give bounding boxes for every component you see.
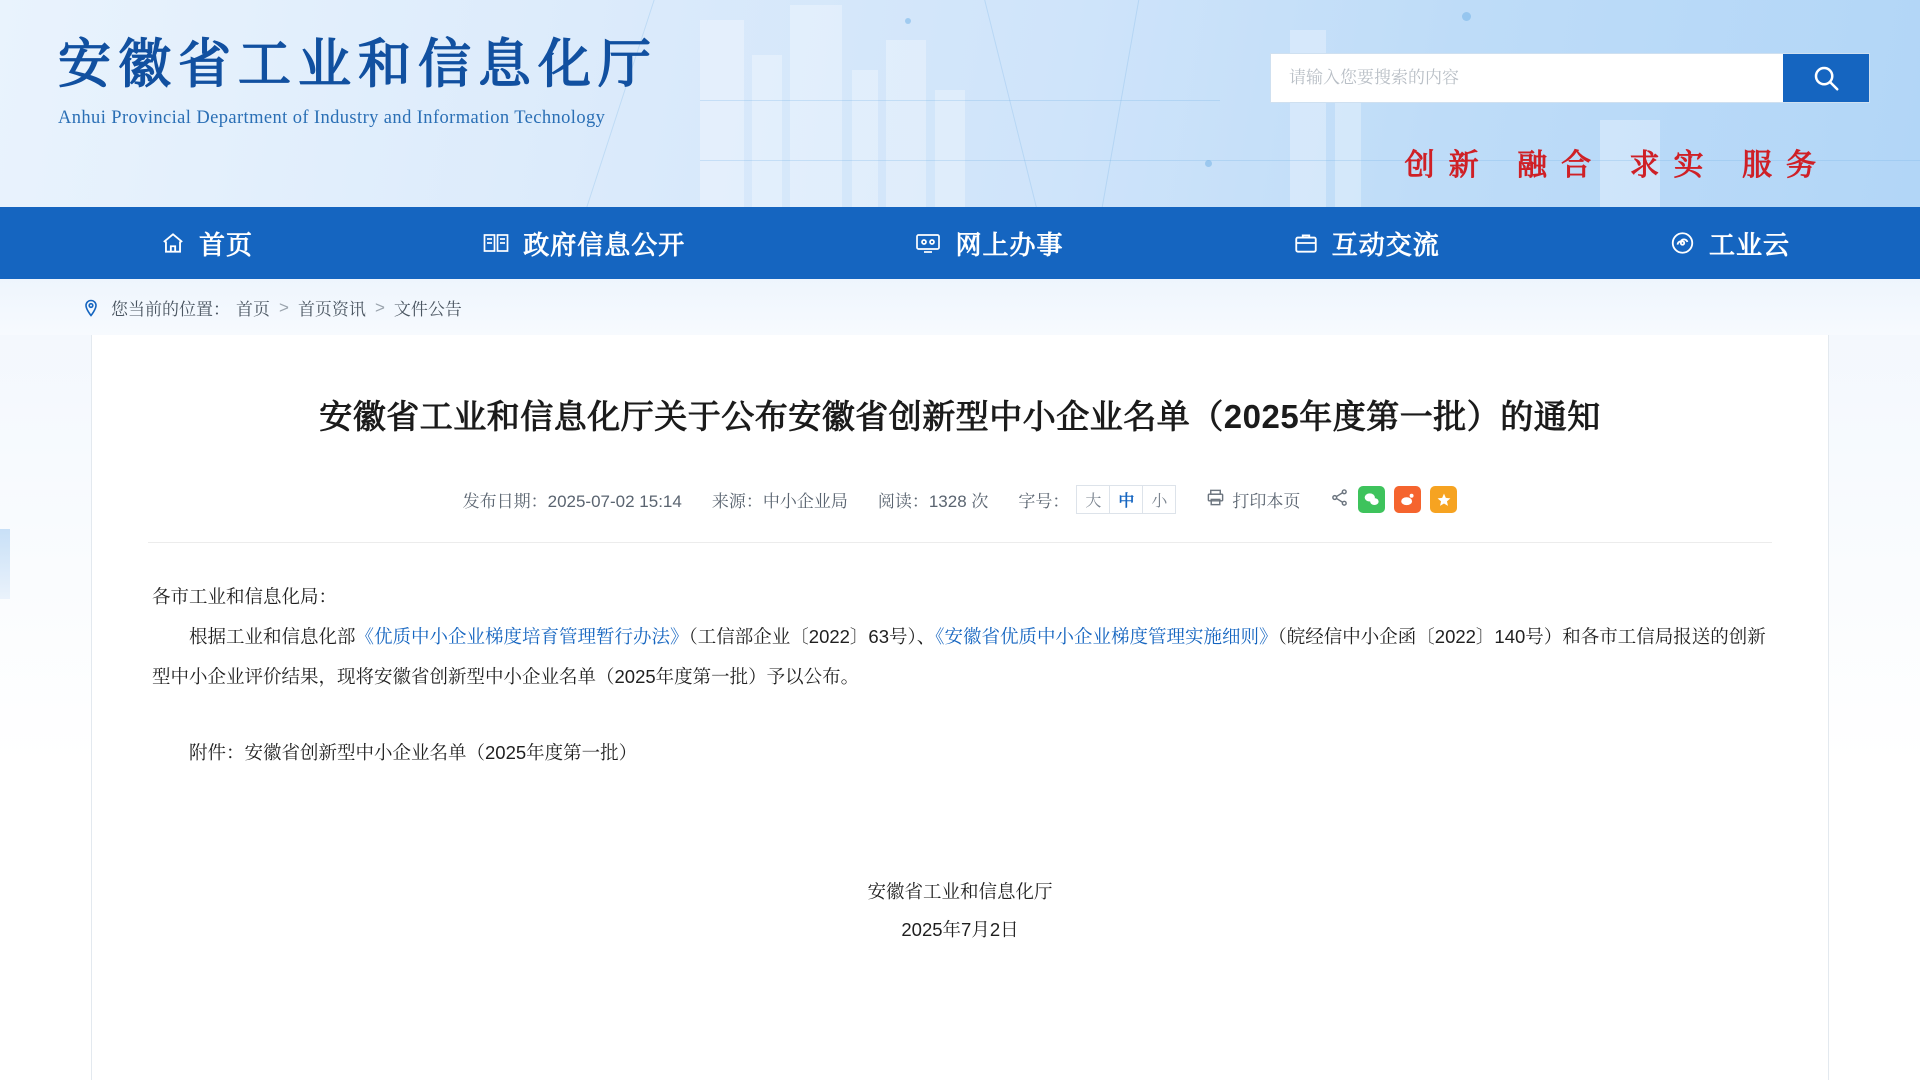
favorite-star-icon[interactable]	[1430, 486, 1457, 513]
breadcrumb	[83, 295, 462, 320]
paragraph-1-text-a: 根据工业和信息化部	[189, 626, 356, 647]
site-header	[0, 0, 1920, 207]
breadcrumb-separator: >	[279, 297, 289, 317]
breadcrumb-item-announcements[interactable]: 文件公告	[393, 300, 462, 319]
search-icon	[1811, 63, 1841, 93]
source-value: 中小企业局	[762, 492, 848, 511]
nav-label: 首页	[199, 229, 254, 260]
print-button[interactable]	[1206, 487, 1300, 512]
signature-org: 安徽省工业和信息化厅	[867, 881, 1053, 902]
briefcase-icon	[1293, 230, 1319, 256]
page-title: 安徽省工业和信息化厅关于公布安徽省创新型中小企业名单（2025年度第一批）的通知	[319, 398, 1601, 435]
print-label: 打印本页	[1232, 492, 1301, 511]
font-size-small[interactable]: 小	[1142, 485, 1176, 514]
paragraph-1-text-c: （皖经信中小企函〔2022〕140号）和各市工信局报送的创新型中小企业评价结果，现将安徽省创新型中小企业名单（2025年度第一批）予以公布。	[152, 626, 1766, 687]
nav-label: 工业云	[1708, 229, 1790, 260]
page-body	[0, 279, 1920, 1080]
nav-label: 网上办事	[955, 229, 1064, 260]
salutation: 各市工业和信息化局：	[152, 586, 338, 607]
left-decoration	[0, 529, 10, 599]
monitor-icon	[914, 230, 942, 256]
search-input[interactable]	[1271, 54, 1783, 102]
breadcrumb-item-news[interactable]: 首页资讯	[297, 300, 366, 319]
breadcrumb-prefix: 您当前的位置：	[111, 300, 230, 319]
site-title-cn: 安徽省工业和信息化厅	[58, 34, 658, 95]
printer-icon	[1206, 488, 1225, 512]
nav-item-industrial-cloud[interactable]	[1669, 225, 1790, 262]
breadcrumb-bar	[0, 279, 1920, 335]
wechat-icon[interactable]	[1358, 486, 1385, 513]
paragraph-1-text-b: （工信部企业〔2022〕63号）、	[688, 626, 936, 647]
article-meta	[92, 485, 1828, 542]
paragraph-1	[152, 617, 1768, 697]
site-logo[interactable]	[58, 34, 658, 129]
article-card	[91, 335, 1829, 1080]
publish-date	[463, 487, 682, 512]
book-icon	[482, 230, 510, 256]
signature-block	[152, 873, 1768, 949]
publish-date-label: 发布日期：	[462, 492, 548, 511]
read-count-label: 阅读：	[877, 492, 929, 511]
breadcrumb-item-home[interactable]: 首页	[236, 300, 270, 319]
font-size-large[interactable]: 大	[1076, 485, 1110, 514]
share-dots-icon[interactable]	[1330, 488, 1349, 512]
article-body	[92, 543, 1828, 949]
location-pin-icon	[83, 299, 99, 317]
read-count	[878, 487, 989, 512]
share-group[interactable]	[1330, 486, 1457, 513]
nav-label: 政府信息公开	[523, 229, 686, 260]
attachment-line[interactable]: 附件：安徽省创新型中小企业名单（2025年度第一批）	[189, 742, 638, 763]
nav-item-online-service[interactable]	[914, 225, 1063, 262]
site-title-en: Anhui Provincial Department of Industry and Information Technology	[58, 108, 606, 128]
signature-date: 2025年7月2日	[901, 919, 1019, 940]
font-size-medium[interactable]: 中	[1109, 485, 1143, 514]
cloud-icon	[1669, 230, 1696, 256]
publish-date-value: 2025-07-02 15:14	[547, 492, 682, 511]
nav-item-interaction[interactable]	[1293, 225, 1440, 262]
breadcrumb-separator: >	[374, 297, 385, 317]
home-icon	[160, 230, 186, 256]
link-policy-2[interactable]: 《安徽省优质中小企业梯度管理实施细则》	[935, 626, 1278, 647]
search-bar[interactable]	[1270, 53, 1870, 103]
nav-item-home[interactable]	[160, 225, 253, 262]
nav-label: 互动交流	[1331, 229, 1440, 260]
link-policy-1[interactable]: 《优质中小企业梯度培育管理暂行办法》	[355, 626, 689, 647]
source	[712, 487, 848, 512]
font-size-switcher[interactable]	[1018, 485, 1176, 514]
font-size-label: 字号：	[1018, 492, 1070, 511]
site-slogan: 创新 融合 求实 服务	[1404, 148, 1830, 183]
read-count-value: 1328 次	[928, 492, 989, 511]
nav-item-government-info[interactable]	[482, 225, 685, 262]
source-label: 来源：	[711, 492, 763, 511]
main-nav[interactable]	[0, 207, 1920, 279]
search-button[interactable]	[1783, 54, 1869, 102]
weibo-icon[interactable]	[1394, 486, 1421, 513]
